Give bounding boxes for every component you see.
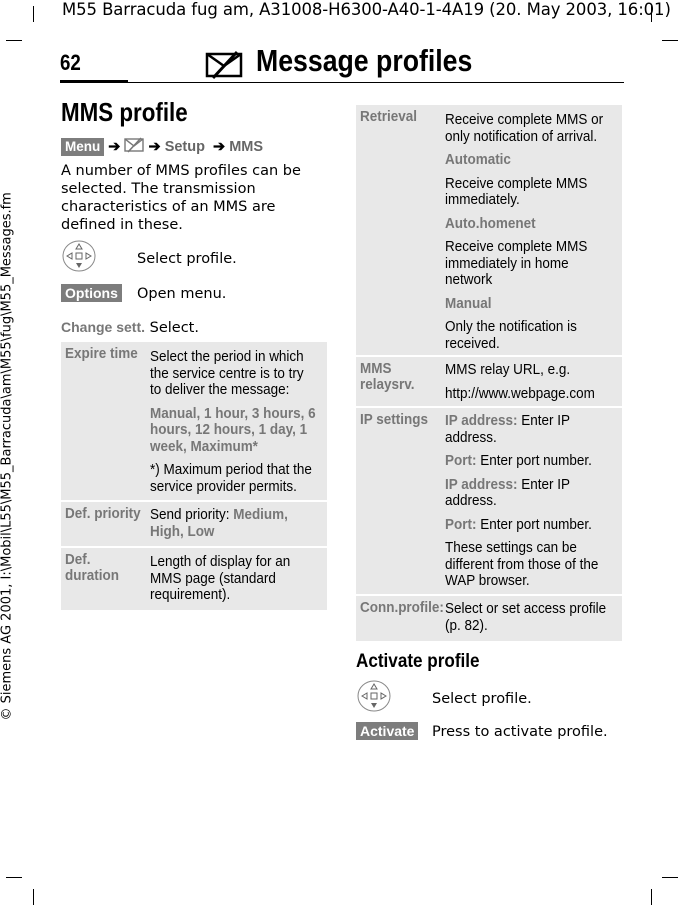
running-header: M55 Barracuda fug am, A31008-H6300-A40-1-4A19 (20. May 2003, 16:01) [62,0,671,19]
row-note: These settings can be different from those of the WAP browser. [445,540,599,589]
row-example: http://www.webpage.com [445,385,595,402]
row-options: Medium, High, Low [150,507,288,540]
row-value [445,413,612,597]
arrow-icon: ➔ [108,139,121,155]
row-value: Select or set access profile (p. 82). [445,601,607,634]
row-value [150,349,317,502]
crop-mark [6,877,22,878]
row-value [445,362,612,409]
page-number: 62 [60,50,81,75]
row-option: Automatic [445,152,511,168]
row-label: MMS relaysrv. [360,361,415,393]
step-select-profile: Select profile. [137,251,237,267]
nav-key-icon[interactable] [62,240,96,272]
table-row [61,342,327,500]
activate-step-select: Select profile. [432,691,532,707]
envelope-icon [205,50,243,80]
row-text: Only the notification is received. [445,319,577,352]
row-text [445,413,612,446]
row-label: Def. duration [65,552,119,584]
crop-mark [651,889,652,905]
chapter-title: Message profiles [256,43,473,78]
ip-address-label: IP address: [445,476,518,493]
table-row [61,546,327,610]
mms-settings-table-continued [356,105,622,641]
row-option: Auto.homenet [445,215,536,232]
row-option: Manual [445,295,492,312]
port-label: Port: [445,516,477,533]
row-value: Length of display for an MMS page (standard requirement). [150,554,291,603]
row-label: Conn.profile: [360,600,444,616]
breadcrumb-setup: Setup [164,139,205,155]
table-row [356,406,622,594]
header-rule [128,82,624,83]
nav-key-icon[interactable] [357,680,391,712]
activate-heading: Activate profile [356,651,480,672]
table-row [356,105,622,354]
header-rule-left [60,80,128,83]
row-label: IP settings [360,412,428,428]
ip-address-text: Enter IP address. [445,476,570,509]
table-row [356,594,622,643]
breadcrumb-mms: MMS [229,139,264,155]
row-label: Retrieval [360,109,417,125]
port-label: Port: [445,453,477,469]
activate-step-press: Press to activate profile. [432,724,608,740]
port-text: Enter port number. [476,453,592,469]
row-text [445,477,612,510]
options-key[interactable]: Options [61,284,122,302]
row-text: MMS relay URL, e.g. [445,362,571,378]
row-options: Manual, 1 hour, 3 hours, 6 hours, 12 hours, 1 day, 1 week, Maximum* [150,405,316,455]
row-value [445,112,612,359]
row-note: *) Maximum period that the service provider permits. [150,462,312,495]
breadcrumb [61,137,263,156]
port-text: Enter port number. [476,516,592,533]
envelope-icon [124,137,144,153]
table-row [356,355,622,407]
row-value [150,507,317,540]
row-label: Expire time [65,346,138,362]
ip-address-label: IP address: [445,413,518,429]
crop-mark [33,6,34,22]
change-sett-label: Change sett. [61,319,146,335]
copyright-sidebar: © Siemens AG 2001, I:\Mobil\L55\M55_Barracuda\am\M55\fug\M55_Messages.fm [0,192,15,721]
crop-mark [33,889,34,905]
crop-mark [662,40,678,41]
arrow-icon: ➔ [148,139,161,155]
row-text: Select the period in which the service centre is to try to deliver the message: [150,349,304,398]
activate-key[interactable]: Activate [356,722,418,740]
arrow-icon: ➔ [213,139,226,155]
row-text: Receive complete MMS immediately. [445,175,588,208]
change-sett-text: Select. [149,320,199,336]
mms-settings-table [61,342,327,610]
menu-key[interactable]: Menu [61,138,104,156]
section-heading: MMS profile [61,97,188,127]
row-label: Def. priority [65,506,141,522]
row-text: Receive complete MMS immediately in home network [445,239,588,288]
ip-address-text: Enter IP address. [445,413,570,446]
row-text [445,517,612,534]
table-row [61,500,327,546]
step-open-menu: Open menu. [137,286,227,302]
change-sett-line [61,318,199,337]
row-text [445,453,612,470]
intro-paragraph: A number of MMS profiles can be selected. The transmission characteristics of an MMS are defined in these. [61,163,301,233]
row-text: Receive complete MMS or only notification of arrival. [445,112,604,145]
crop-mark [6,40,22,41]
row-text: Send priority: [150,507,234,523]
crop-mark [662,877,678,878]
